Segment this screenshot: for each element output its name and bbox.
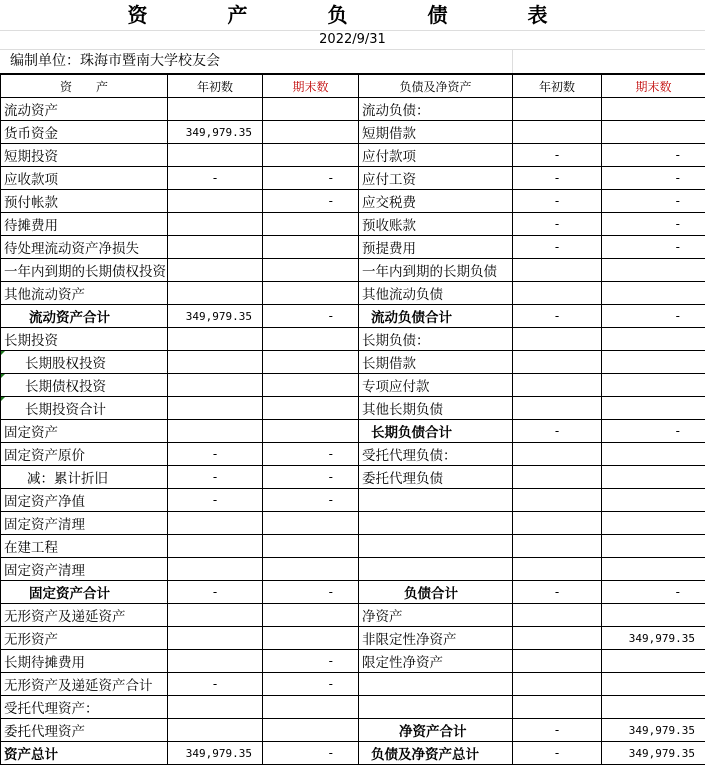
table-row bbox=[1, 535, 705, 558]
cell-r25-c4[interactable] bbox=[513, 673, 602, 696]
cell-r15-c2[interactable]: - bbox=[263, 443, 359, 466]
header-end[interactable]: 期末数 bbox=[263, 75, 359, 98]
cell-r9-c5[interactable]: - bbox=[602, 305, 705, 328]
table-row bbox=[1, 121, 705, 144]
cell-r5-c1[interactable] bbox=[168, 213, 263, 236]
unit-empty-cell[interactable] bbox=[512, 50, 705, 73]
cell-r1-c0[interactable]: 货币资金 bbox=[1, 121, 168, 144]
cell-r20-c1[interactable] bbox=[168, 558, 263, 581]
header-row bbox=[1, 75, 705, 98]
cell-r4-c5[interactable]: - bbox=[602, 190, 705, 213]
cell-r1-c2[interactable] bbox=[263, 121, 359, 144]
cell-r25-c0[interactable]: 无形资产及递延资产合计 bbox=[1, 673, 168, 696]
cell-r21-c0[interactable]: 固定资产合计 bbox=[1, 581, 168, 604]
unit-row bbox=[0, 50, 705, 74]
cell-r15-c1[interactable]: - bbox=[168, 443, 263, 466]
cell-r24-c1[interactable] bbox=[168, 650, 263, 673]
cell-r18-c2[interactable] bbox=[263, 512, 359, 535]
cell-r8-c5[interactable] bbox=[602, 282, 705, 305]
cell-r3-c0[interactable]: 应收款项 bbox=[1, 167, 168, 190]
cell-r11-c5[interactable] bbox=[602, 351, 705, 374]
cell-r0-c3[interactable]: 流动负债： bbox=[359, 98, 513, 121]
cell-r9-c3[interactable]: 流动负债合计 bbox=[359, 305, 513, 328]
cell-r25-c2[interactable]: - bbox=[263, 673, 359, 696]
cell-r5-c5[interactable]: - bbox=[602, 213, 705, 236]
cell-r13-c2[interactable] bbox=[263, 397, 359, 420]
cell-r4-c1[interactable] bbox=[168, 190, 263, 213]
cell-r23-c1[interactable] bbox=[168, 627, 263, 650]
table-row bbox=[1, 305, 705, 328]
cell-r16-c4[interactable] bbox=[513, 466, 602, 489]
cell-r28-c1[interactable]: 349,979.35 bbox=[168, 742, 263, 765]
cell-r16-c2[interactable]: - bbox=[263, 466, 359, 489]
cell-r4-c0[interactable]: 预付帐款 bbox=[1, 190, 168, 213]
cell-r10-c2[interactable] bbox=[263, 328, 359, 351]
cell-r19-c2[interactable] bbox=[263, 535, 359, 558]
cell-r27-c1[interactable] bbox=[168, 719, 263, 742]
table-row bbox=[1, 259, 705, 282]
cell-r16-c5[interactable] bbox=[602, 466, 705, 489]
table-row bbox=[1, 144, 705, 167]
cell-r28-c2[interactable]: - bbox=[263, 742, 359, 765]
cell-r26-c0[interactable]: 受托代理资产： bbox=[1, 696, 168, 719]
cell-r17-c5[interactable] bbox=[602, 489, 705, 512]
cell-r6-c3[interactable]: 预提费用 bbox=[359, 236, 513, 259]
cell-r9-c0[interactable]: 流动资产合计 bbox=[1, 305, 168, 328]
cell-r23-c3[interactable]: 非限定性净资产 bbox=[359, 627, 513, 650]
cell-r19-c3[interactable] bbox=[359, 535, 513, 558]
cell-r17-c4[interactable] bbox=[513, 489, 602, 512]
cell-r3-c4[interactable]: - bbox=[513, 167, 602, 190]
unit-label: 编制单位：珠海市暨南大学校友会 bbox=[10, 50, 512, 73]
cell-r14-c2[interactable] bbox=[263, 420, 359, 443]
cell-r6-c5[interactable]: - bbox=[602, 236, 705, 259]
cell-r12-c4[interactable] bbox=[513, 374, 602, 397]
table-row bbox=[1, 673, 705, 696]
cell-r13-c5[interactable] bbox=[602, 397, 705, 420]
cell-r1-c4[interactable] bbox=[513, 121, 602, 144]
table-row bbox=[1, 604, 705, 627]
cell-r0-c1[interactable] bbox=[168, 98, 263, 121]
cell-r14-c3[interactable]: 长期负债合计 bbox=[359, 420, 513, 443]
cell-r19-c0[interactable]: 在建工程 bbox=[1, 535, 168, 558]
cell-r21-c4[interactable]: - bbox=[513, 581, 602, 604]
cell-r12-c1[interactable] bbox=[168, 374, 263, 397]
cell-r14-c1[interactable] bbox=[168, 420, 263, 443]
cell-r11-c3[interactable]: 长期借款 bbox=[359, 351, 513, 374]
table-row bbox=[1, 167, 705, 190]
cell-r22-c1[interactable] bbox=[168, 604, 263, 627]
cell-r18-c4[interactable] bbox=[513, 512, 602, 535]
cell-r18-c0[interactable]: 固定资产清理 bbox=[1, 512, 168, 535]
cell-r18-c3[interactable] bbox=[359, 512, 513, 535]
header-begin-2[interactable]: 年初数 bbox=[513, 75, 602, 98]
cell-r8-c4[interactable] bbox=[513, 282, 602, 305]
cell-r17-c3[interactable] bbox=[359, 489, 513, 512]
cell-r25-c1[interactable]: - bbox=[168, 673, 263, 696]
table-row bbox=[1, 328, 705, 351]
table-row bbox=[1, 719, 705, 742]
cell-r27-c4[interactable]: - bbox=[513, 719, 602, 742]
cell-r12-c0[interactable]: 长期债权投资 bbox=[1, 374, 168, 397]
cell-r26-c5[interactable] bbox=[602, 696, 705, 719]
cell-r2-c4[interactable]: - bbox=[513, 144, 602, 167]
cell-r10-c1[interactable] bbox=[168, 328, 263, 351]
cell-r14-c5[interactable]: - bbox=[602, 420, 705, 443]
header-begin[interactable]: 年初数 bbox=[168, 75, 263, 98]
cell-r22-c0[interactable]: 无形资产及递延资产 bbox=[1, 604, 168, 627]
cell-r3-c3[interactable]: 应付工资 bbox=[359, 167, 513, 190]
header-asset[interactable]: 资 产 bbox=[1, 75, 168, 98]
table-row bbox=[1, 420, 705, 443]
cell-r14-c0[interactable]: 固定资产 bbox=[1, 420, 168, 443]
table-row bbox=[1, 236, 705, 259]
cell-r14-c4[interactable]: - bbox=[513, 420, 602, 443]
cell-r21-c5[interactable]: - bbox=[602, 581, 705, 604]
cell-r0-c5[interactable] bbox=[602, 98, 705, 121]
cell-r5-c3[interactable]: 预收账款 bbox=[359, 213, 513, 236]
cell-r5-c4[interactable]: - bbox=[513, 213, 602, 236]
cell-r26-c3[interactable] bbox=[359, 696, 513, 719]
cell-r3-c1[interactable]: - bbox=[168, 167, 263, 190]
cell-r12-c5[interactable] bbox=[602, 374, 705, 397]
cell-r26-c2[interactable] bbox=[263, 696, 359, 719]
cell-r0-c0[interactable]: 流动资产 bbox=[1, 98, 168, 121]
cell-r10-c4[interactable] bbox=[513, 328, 602, 351]
cell-r16-c0[interactable]: 减：累计折旧 bbox=[1, 466, 168, 489]
cell-r6-c4[interactable]: - bbox=[513, 236, 602, 259]
cell-r18-c1[interactable] bbox=[168, 512, 263, 535]
cell-r8-c0[interactable]: 其他流动资产 bbox=[1, 282, 168, 305]
cell-r2-c3[interactable]: 应付款项 bbox=[359, 144, 513, 167]
cell-r24-c4[interactable] bbox=[513, 650, 602, 673]
cell-r3-c2[interactable]: - bbox=[263, 167, 359, 190]
cell-r2-c5[interactable]: - bbox=[602, 144, 705, 167]
cell-r17-c0[interactable]: 固定资产净值 bbox=[1, 489, 168, 512]
cell-r21-c3[interactable]: 负债合计 bbox=[359, 581, 513, 604]
cell-r27-c3[interactable]: 净资产合计 bbox=[359, 719, 513, 742]
table-row bbox=[1, 351, 705, 374]
cell-r2-c1[interactable] bbox=[168, 144, 263, 167]
table-row bbox=[1, 650, 705, 673]
cell-r0-c2[interactable] bbox=[263, 98, 359, 121]
cell-r13-c3[interactable]: 其他长期负债 bbox=[359, 397, 513, 420]
cell-r25-c5[interactable] bbox=[602, 673, 705, 696]
cell-r20-c0[interactable]: 固定资产清理 bbox=[1, 558, 168, 581]
cell-r23-c4[interactable] bbox=[513, 627, 602, 650]
cell-r13-c4[interactable] bbox=[513, 397, 602, 420]
cell-r2-c2[interactable] bbox=[263, 144, 359, 167]
cell-r0-c4[interactable] bbox=[513, 98, 602, 121]
cell-r15-c0[interactable]: 固定资产原价 bbox=[1, 443, 168, 466]
cell-r24-c3[interactable]: 限定性净资产 bbox=[359, 650, 513, 673]
cell-r15-c5[interactable] bbox=[602, 443, 705, 466]
cell-r20-c2[interactable] bbox=[263, 558, 359, 581]
table-row bbox=[1, 213, 705, 236]
cell-r17-c2[interactable]: - bbox=[263, 489, 359, 512]
table-row bbox=[1, 282, 705, 305]
cell-r8-c1[interactable] bbox=[168, 282, 263, 305]
cell-r20-c3[interactable] bbox=[359, 558, 513, 581]
cell-r28-c4[interactable]: - bbox=[513, 742, 602, 765]
cell-r23-c0[interactable]: 无形资产 bbox=[1, 627, 168, 650]
cell-r7-c2[interactable] bbox=[263, 259, 359, 282]
cell-r8-c2[interactable] bbox=[263, 282, 359, 305]
cell-r10-c0[interactable]: 长期投资 bbox=[1, 328, 168, 351]
table-row bbox=[1, 512, 705, 535]
cell-r10-c5[interactable] bbox=[602, 328, 705, 351]
table-row bbox=[1, 374, 705, 397]
cell-r25-c3[interactable] bbox=[359, 673, 513, 696]
table-row bbox=[1, 489, 705, 512]
table-row bbox=[1, 581, 705, 604]
table-row bbox=[1, 466, 705, 489]
report-date: 2022/9/31 bbox=[0, 31, 705, 50]
cell-r9-c4[interactable]: - bbox=[513, 305, 602, 328]
cell-r9-c1[interactable]: 349,979.35 bbox=[168, 305, 263, 328]
cell-r17-c1[interactable]: - bbox=[168, 489, 263, 512]
cell-r2-c0[interactable]: 短期投资 bbox=[1, 144, 168, 167]
cell-r22-c3[interactable]: 净资产 bbox=[359, 604, 513, 627]
table-row bbox=[1, 742, 705, 765]
cell-r27-c5[interactable]: 349,979.35 bbox=[602, 719, 705, 742]
table-row bbox=[1, 558, 705, 581]
sheet-title: 资 产 负 债 表 bbox=[0, 0, 705, 31]
cell-r24-c5[interactable] bbox=[602, 650, 705, 673]
table-row bbox=[1, 443, 705, 466]
cell-r28-c5[interactable]: 349,979.35 bbox=[602, 742, 705, 765]
cell-r22-c4[interactable] bbox=[513, 604, 602, 627]
table-row bbox=[1, 627, 705, 650]
cell-r3-c5[interactable]: - bbox=[602, 167, 705, 190]
cell-r1-c5[interactable] bbox=[602, 121, 705, 144]
cell-r13-c0[interactable]: 长期投资合计 bbox=[1, 397, 168, 420]
table-row bbox=[1, 190, 705, 213]
cell-r12-c2[interactable] bbox=[263, 374, 359, 397]
cell-r6-c1[interactable] bbox=[168, 236, 263, 259]
cell-r9-c2[interactable]: - bbox=[263, 305, 359, 328]
cell-r19-c5[interactable] bbox=[602, 535, 705, 558]
cell-r4-c4[interactable]: - bbox=[513, 190, 602, 213]
cell-r11-c0[interactable]: 长期股权投资 bbox=[1, 351, 168, 374]
cell-r11-c2[interactable] bbox=[263, 351, 359, 374]
cell-r7-c3[interactable]: 一年内到期的长期负债 bbox=[359, 259, 513, 282]
cell-r24-c0[interactable]: 长期待摊费用 bbox=[1, 650, 168, 673]
cell-r22-c5[interactable] bbox=[602, 604, 705, 627]
cell-r15-c4[interactable] bbox=[513, 443, 602, 466]
cell-r26-c4[interactable] bbox=[513, 696, 602, 719]
cell-r4-c2[interactable]: - bbox=[263, 190, 359, 213]
cell-r11-c1[interactable] bbox=[168, 351, 263, 374]
cell-r4-c3[interactable]: 应交税费 bbox=[359, 190, 513, 213]
cell-r6-c0[interactable]: 待处理流动资产净损失 bbox=[1, 236, 168, 259]
cell-r7-c0[interactable]: 一年内到期的长期债权投资 bbox=[1, 259, 168, 282]
cell-r28-c3[interactable]: 负债及净资产总计 bbox=[359, 742, 513, 765]
cell-r28-c0[interactable]: 资产总计 bbox=[1, 742, 168, 765]
cell-r7-c1[interactable] bbox=[168, 259, 263, 282]
cell-r5-c2[interactable] bbox=[263, 213, 359, 236]
cell-r10-c3[interactable]: 长期负债： bbox=[359, 328, 513, 351]
cell-r23-c5[interactable]: 349,979.35 bbox=[602, 627, 705, 650]
cell-r13-c1[interactable] bbox=[168, 397, 263, 420]
cell-r27-c0[interactable]: 委托代理资产 bbox=[1, 719, 168, 742]
cell-r11-c4[interactable] bbox=[513, 351, 602, 374]
cell-r12-c3[interactable]: 专项应付款 bbox=[359, 374, 513, 397]
cell-r22-c2[interactable] bbox=[263, 604, 359, 627]
cell-r21-c1[interactable]: - bbox=[168, 581, 263, 604]
cell-r27-c2[interactable] bbox=[263, 719, 359, 742]
cell-r18-c5[interactable] bbox=[602, 512, 705, 535]
cell-r24-c2[interactable]: - bbox=[263, 650, 359, 673]
cell-r6-c2[interactable] bbox=[263, 236, 359, 259]
cell-r20-c5[interactable] bbox=[602, 558, 705, 581]
cell-r23-c2[interactable] bbox=[263, 627, 359, 650]
cell-r19-c1[interactable] bbox=[168, 535, 263, 558]
cell-r1-c1[interactable]: 349,979.35 bbox=[168, 121, 263, 144]
cell-r16-c1[interactable]: - bbox=[168, 466, 263, 489]
balance-table bbox=[0, 74, 705, 765]
cell-r20-c4[interactable] bbox=[513, 558, 602, 581]
cell-r16-c3[interactable]: 委托代理负债 bbox=[359, 466, 513, 489]
cell-r15-c3[interactable]: 受托代理负债： bbox=[359, 443, 513, 466]
table-row bbox=[1, 397, 705, 420]
cell-r26-c1[interactable] bbox=[168, 696, 263, 719]
cell-r7-c5[interactable] bbox=[602, 259, 705, 282]
cell-r1-c3[interactable]: 短期借款 bbox=[359, 121, 513, 144]
cell-r7-c4[interactable] bbox=[513, 259, 602, 282]
header-end-2[interactable]: 期末数 bbox=[602, 75, 705, 98]
table-row bbox=[1, 98, 705, 121]
cell-r5-c0[interactable]: 待摊费用 bbox=[1, 213, 168, 236]
cell-r19-c4[interactable] bbox=[513, 535, 602, 558]
header-liability[interactable]: 负债及净资产 bbox=[359, 75, 513, 98]
cell-r8-c3[interactable]: 其他流动负债 bbox=[359, 282, 513, 305]
cell-r21-c2[interactable]: - bbox=[263, 581, 359, 604]
table-row bbox=[1, 696, 705, 719]
